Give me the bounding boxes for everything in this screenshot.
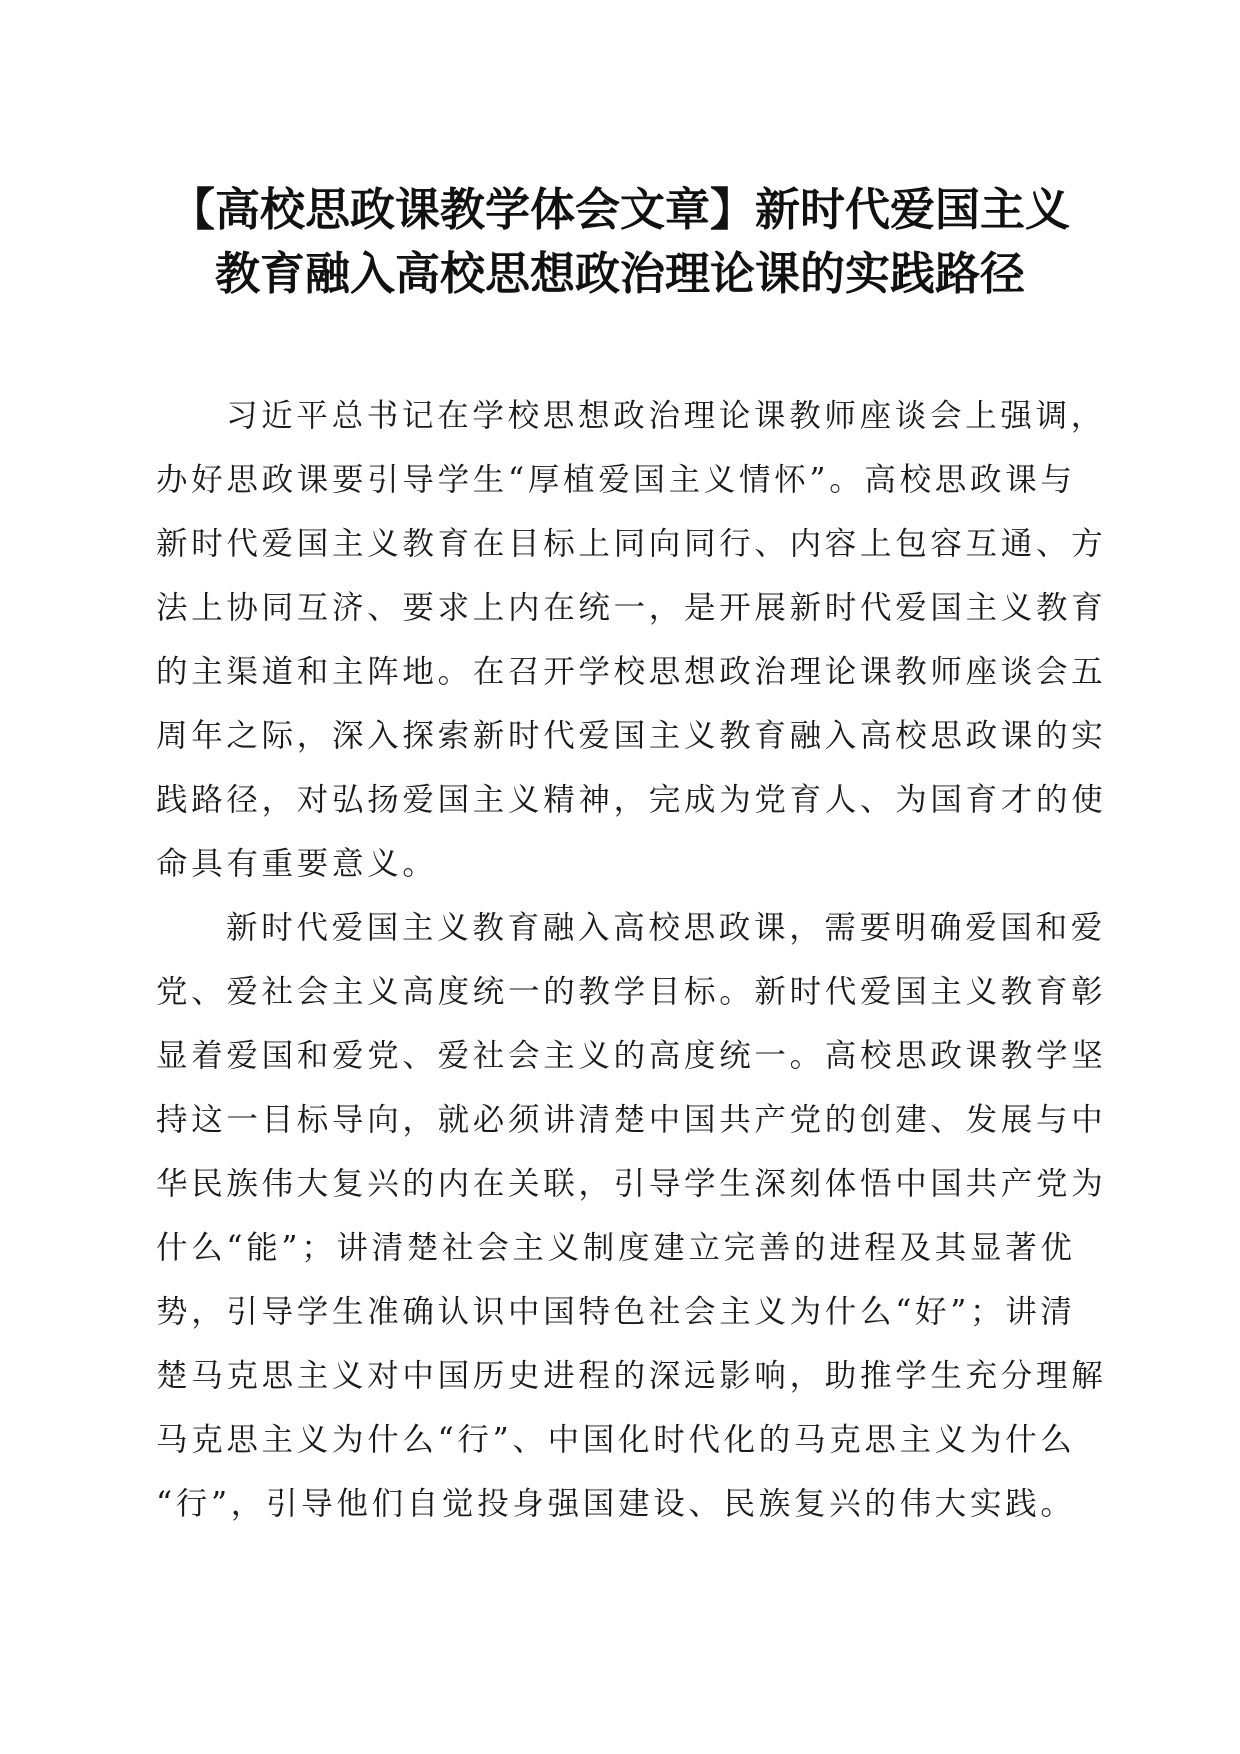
document-body [156, 384, 1107, 1536]
paragraph-line: 习近平总书记在学校思想政治理论课教师座谈会上强调， [226, 398, 1107, 434]
title-line-1: 【高校思政课教学体会文章】新时代爱国主义 [169, 183, 1070, 236]
paragraph-line: “行”，引导他们自觉投身强国建设、民族复兴的伟大实践。 [156, 1486, 1076, 1522]
paragraph-line: 持这一目标导向，就必须讲清楚中国共产党的创建、发展与中 [156, 1102, 1107, 1138]
paragraph-line: 什么“能”；讲清楚社会主义制度建立完善的进程及其显著优 [156, 1230, 1076, 1266]
paragraph-line: 办好思政课要引导学生“厚植爱国主义情怀”。高校思政课与 [156, 462, 1076, 498]
paragraph-line: 新时代爱国主义教育融入高校思政课，需要明确爱国和爱 [226, 910, 1107, 946]
paragraph-line: 的主渠道和主阵地。在召开学校思想政治理论课教师座谈会五 [156, 654, 1107, 690]
document-title [140, 178, 1100, 306]
paragraph-line: 势，引导学生准确认识中国特色社会主义为什么“好”；讲清 [156, 1294, 1076, 1330]
paragraph-line: 党、爱社会主义高度统一的教学目标。新时代爱国主义教育彰 [156, 974, 1107, 1010]
paragraph-2 [156, 896, 1107, 1536]
title-line-2: 教育融入高校思想政治理论课的实践路径 [214, 247, 1025, 300]
paragraph-line: 楚马克思主义对中国历史进程的深远影响，助推学生充分理解 [156, 1358, 1107, 1394]
paragraph-line: 命具有重要意义。 [156, 846, 438, 882]
paragraph-line: 周年之际，深入探索新时代爱国主义教育融入高校思政课的实 [156, 718, 1107, 754]
paragraph-line: 法上协同互济、要求上内在统一，是开展新时代爱国主义教育 [156, 590, 1107, 626]
paragraph-line: 华民族伟大复兴的内在关联，引导学生深刻体悟中国共产党为 [156, 1166, 1107, 1202]
paragraph-line: 新时代爱国主义教育在目标上同向同行、内容上包容互通、方 [156, 526, 1107, 562]
paragraph-line: 显着爱国和爱党、爱社会主义的高度统一。高校思政课教学坚 [156, 1038, 1107, 1074]
paragraph-1 [156, 384, 1107, 896]
paragraph-line: 马克思主义为什么“行”、中国化时代化的马克思主义为什么 [156, 1422, 1076, 1458]
paragraph-line: 践路径，对弘扬爱国主义精神，完成为党育人、为国育才的使 [156, 782, 1107, 818]
